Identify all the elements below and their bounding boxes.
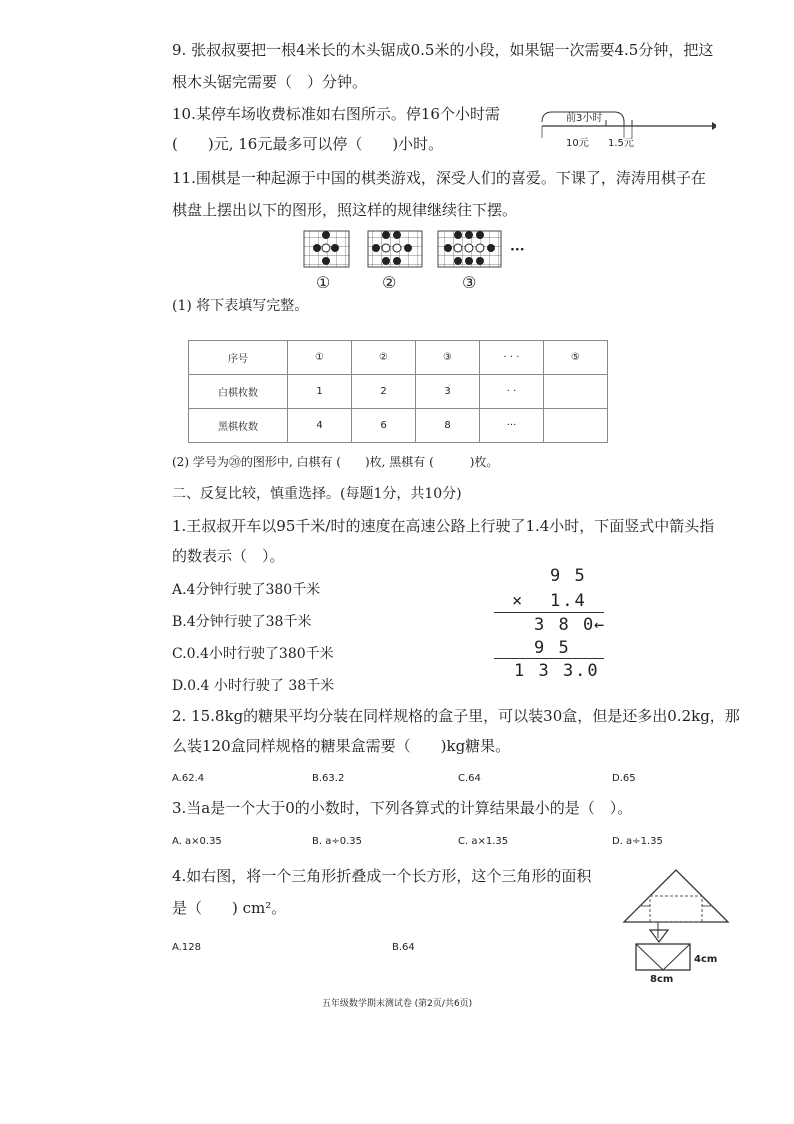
c2-option-a: A.62.4 bbox=[172, 773, 205, 784]
table-cell: ③ bbox=[416, 341, 480, 375]
table-cell: ⑤ bbox=[544, 341, 608, 375]
table-cell: 黑棋枚数 bbox=[189, 409, 288, 443]
c2-option-b: B.63.2 bbox=[312, 773, 345, 784]
table-cell: 2 bbox=[352, 375, 416, 409]
table-cell: ① bbox=[288, 341, 352, 375]
table-cell: 4 bbox=[288, 409, 352, 443]
board-label-2: ② bbox=[382, 273, 397, 290]
c2-option-c: C.64 bbox=[458, 773, 481, 784]
q9-line2: 根木头锯完需要（ ）分钟。 bbox=[172, 73, 368, 91]
board-label-1: ① bbox=[316, 273, 331, 290]
c4-line2: 是（ ) cm²。 bbox=[172, 899, 287, 917]
c1-option-d: D.0.4 小时行驶了 38千米 bbox=[172, 678, 335, 694]
c1-option-c: C.0.4小时行驶了380千米 bbox=[172, 646, 334, 662]
go-board-figures bbox=[300, 228, 530, 290]
calc-operator: × bbox=[512, 591, 525, 611]
c1-option-b: B.4分钟行驶了38千米 bbox=[172, 614, 312, 630]
q11-sub1: (1) 将下表填写完整。 bbox=[172, 298, 309, 314]
parking-fee-figure bbox=[536, 104, 716, 150]
c4-line1: 4.如右图，将一个三角形折叠成一个长方形，这个三角形的面积 bbox=[172, 867, 592, 885]
c3-line1: 3.当a是一个大于0的小数时，下列各算式的计算结果最小的是（ ）。 bbox=[172, 799, 633, 817]
calc-rule-1 bbox=[494, 612, 604, 613]
board-ellipsis: ··· bbox=[510, 242, 525, 258]
q11-sub2: (2) 学号为⑳的图形中, 白棋有 ( )枚, 黑棋有 ( )枚。 bbox=[172, 455, 499, 469]
table-row bbox=[189, 375, 608, 409]
table-cell: 1 bbox=[288, 375, 352, 409]
q10-line1: 10.某停车场收费标准如右图所示。停16个小时需 bbox=[172, 105, 500, 123]
calc-row3: 3 8 0 bbox=[534, 615, 596, 635]
page-footer: 五年级数学期末测试卷 (第2页/共6页) bbox=[321, 999, 473, 1009]
c3-option-d: D. a÷1.35 bbox=[612, 836, 663, 847]
q11-line2: 棋盘上摆出以下的图形，照这样的规律继续往下摆。 bbox=[172, 201, 518, 219]
c4-option-a: A.128 bbox=[172, 942, 201, 953]
go-stone-table bbox=[188, 340, 608, 443]
calc-row4: 9 5 bbox=[534, 638, 571, 658]
calc-rule-2 bbox=[494, 658, 604, 659]
fee-label-left: 10元 bbox=[566, 138, 589, 149]
table-cell: · · · bbox=[480, 341, 544, 375]
c3-option-c: C. a×1.35 bbox=[458, 836, 509, 847]
board-label-3: ③ bbox=[462, 273, 477, 290]
c1-option-a: A.4分钟行驶了380千米 bbox=[172, 582, 321, 598]
table-cell: ··· bbox=[480, 409, 544, 443]
c1-line2: 的数表示（ ）。 bbox=[172, 547, 285, 565]
table-cell: ② bbox=[352, 341, 416, 375]
fee-label-top: 前3小时 bbox=[566, 113, 603, 124]
fee-label-right: 1.5元 bbox=[608, 138, 634, 149]
table-cell bbox=[544, 409, 608, 443]
table-row bbox=[189, 409, 608, 443]
c2-option-d: D.65 bbox=[612, 773, 636, 784]
c2-line2: 么装120盒同样规格的糖果盒需要（ )kg糖果。 bbox=[172, 737, 511, 755]
q9-line1: 9. 张叔叔要把一根4米长的木头锯成0.5米的小段，如果锯一次需要4.5分钟，把这 bbox=[172, 41, 714, 59]
fold-label-width: 8cm bbox=[650, 974, 674, 985]
calc-row5: 1 3 3.0 bbox=[514, 661, 600, 681]
calc-arrow: ← bbox=[594, 615, 607, 635]
c1-line1: 1.王叔叔开车以95千米/时的速度在高速公路上行驶了1.4小时，下面竖式中箭头指 bbox=[172, 517, 715, 535]
c2-line1: 2. 15.8kg的糖果平均分装在同样规格的盒子里，可以装30盒，但是还多出0.2kg，那 bbox=[172, 707, 740, 725]
c4-option-b: B.64 bbox=[392, 942, 415, 953]
table-cell: 6 bbox=[352, 409, 416, 443]
table-cell: 8 bbox=[416, 409, 480, 443]
q11-line1: 11.围棋是一种起源于中国的棋类游戏，深受人们的喜爱。下课了，涛涛用棋子在 bbox=[172, 169, 706, 187]
table-cell: 序号 bbox=[189, 341, 288, 375]
table-cell: 3 bbox=[416, 375, 480, 409]
table-cell: · · bbox=[480, 375, 544, 409]
table-cell: 白棋枚数 bbox=[189, 375, 288, 409]
c3-option-b: B. a÷0.35 bbox=[312, 836, 362, 847]
c3-option-a: A. a×0.35 bbox=[172, 836, 222, 847]
section2-title: 二、反复比较，慎重选择。(每题1分，共10分) bbox=[172, 486, 462, 502]
table-header-row bbox=[189, 341, 608, 375]
table-cell bbox=[544, 375, 608, 409]
calc-row1: 9 5 bbox=[550, 566, 587, 586]
q10-line2: ( )元, 16元最多可以停（ )小时。 bbox=[172, 135, 444, 153]
fold-label-height: 4cm bbox=[694, 954, 718, 965]
calc-row2: 1.4 bbox=[550, 591, 587, 611]
triangle-fold-figure bbox=[620, 866, 740, 986]
